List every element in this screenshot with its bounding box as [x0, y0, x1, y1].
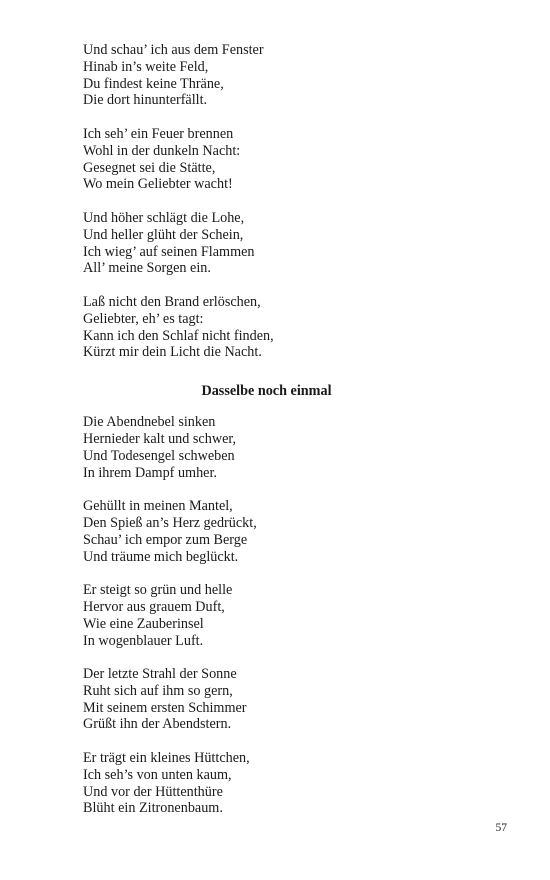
stanza — [83, 294, 483, 361]
stanza — [83, 498, 483, 565]
verse-line: Ich seh’s von unten kaum, — [83, 766, 232, 783]
verse-line: Laß nicht den Brand erlöschen, — [83, 293, 261, 310]
page-body — [83, 42, 483, 817]
verse-line: Die dort hinunterfällt. — [83, 92, 208, 109]
verse-line: Hervor aus grauem Duft, — [83, 598, 225, 615]
verse-line: Und Todesengel schweben — [83, 447, 235, 464]
verse-line: Und höher schlägt die Lohe, — [83, 209, 245, 226]
poem-continuation — [83, 42, 483, 361]
verse-line: Ich seh’ ein Feuer brennen — [83, 125, 234, 142]
verse-line: Und schau’ ich aus dem Fenster — [83, 42, 264, 58]
verse-line: Wo mein Geliebter wacht! — [83, 176, 233, 193]
verse-line: Wie eine Zauberinsel — [83, 615, 204, 632]
verse-line: Er trägt ein kleines Hüttchen, — [83, 750, 250, 767]
stanza — [83, 750, 483, 817]
stanza — [83, 42, 483, 109]
verse-line: Hinab in’s weite Feld, — [83, 58, 209, 75]
verse-line: Grüßt ihn der Abendstern. — [83, 716, 232, 733]
verse-line: In ihrem Dampf umher. — [83, 464, 217, 481]
stanza — [83, 126, 483, 193]
verse-line: Du findest keine Thräne, — [83, 75, 224, 92]
verse-line: All’ meine Sorgen ein. — [83, 260, 211, 277]
poem-title: Dasselbe noch einmal — [201, 383, 332, 400]
verse-line: Schau’ ich empor zum Berge — [83, 531, 248, 548]
verse-line: Den Spieß an’s Herz gedrückt, — [83, 514, 257, 531]
verse-line: Ruht sich auf ihm so gern, — [83, 682, 233, 699]
verse-line: Hernieder kalt und schwer, — [83, 430, 237, 447]
verse-line: Kann ich den Schlaf nicht finden, — [83, 327, 274, 344]
verse-line: In wogenblauer Luft. — [83, 632, 204, 649]
verse-line: Der letzte Strahl der Sonne — [83, 666, 237, 683]
stanza — [83, 210, 483, 277]
verse-line: Und vor der Hüttenthüre — [83, 783, 223, 800]
verse-line: Wohl in der dunkeln Nacht: — [83, 142, 241, 159]
verse-line: Er steigt so grün und helle — [83, 582, 233, 599]
verse-line: Und heller glüht der Schein, — [83, 226, 244, 243]
stanza — [83, 582, 483, 649]
verse-line: Blüht ein Zitronenbaum. — [83, 800, 223, 817]
stanza — [83, 666, 483, 733]
verse-line: Gehüllt in meinen Mantel, — [83, 498, 233, 515]
verse-line: Und träume mich beglückt. — [83, 548, 239, 565]
verse-line: Die Abendnebel sinken — [83, 414, 216, 431]
poem-body — [83, 414, 483, 817]
verse-line: Mit seinem ersten Schimmer — [83, 699, 247, 716]
verse-line: Kürzt mir dein Licht die Nacht. — [83, 344, 262, 361]
verse-line: Ich wieg’ auf seinen Flammen — [83, 243, 255, 260]
stanza — [83, 414, 483, 481]
page-number: 57 — [495, 822, 507, 834]
verse-line: Geliebter, eh’ es tagt: — [83, 310, 204, 327]
verse-line: Gesegnet sei die Stätte, — [83, 159, 216, 176]
